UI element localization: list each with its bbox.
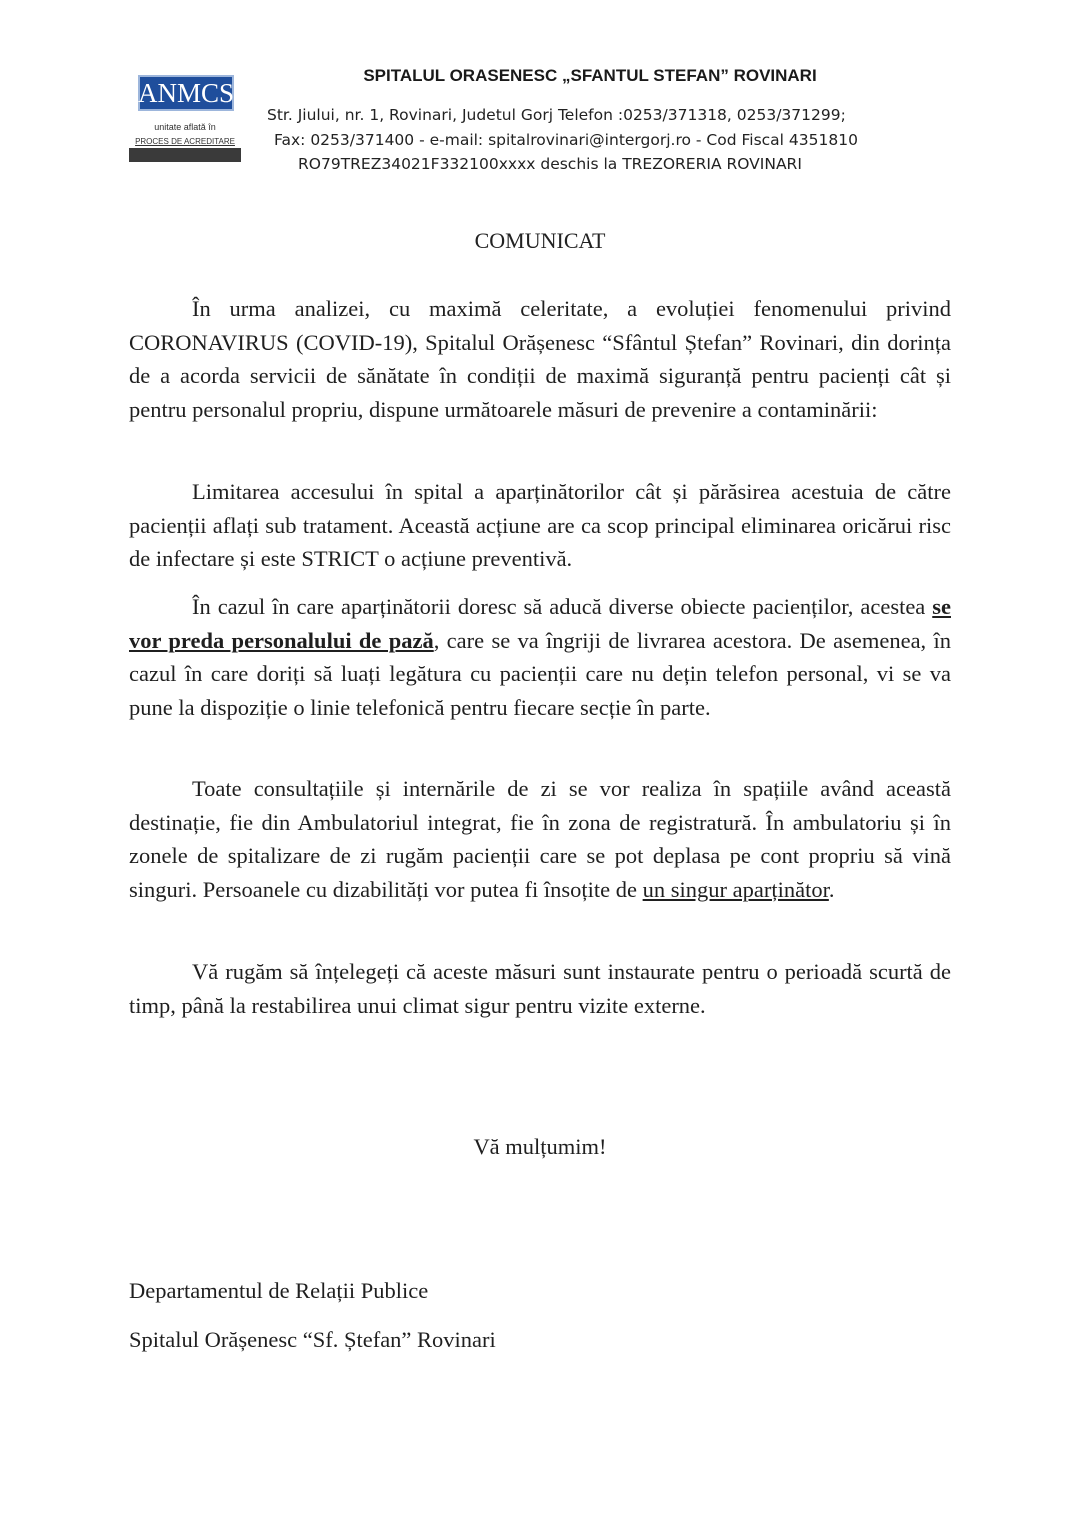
paragraph-intro: În urma analizei, cu maximă celeritate, a evoluției fenomenului privind CORONAVIRUS (COVID-19), Spitalul Orășenesc “Sfântul Ștefan” Rovinari, din dorința de a acorda servicii de sănătate în condiții de maximă siguranță pentru pacienți cât și pentru personalul propriu, dispune următoarele măsuri de prevenire a contaminării:: [129, 296, 951, 423]
logo-tagline-accreditation: PROCES DE ACREDITARE: [129, 136, 241, 148]
header-contact-line: Fax: 0253/371400 - e-mail: spitalrovinari@intergorj.ro - Cod Fiscal 4351810: [274, 131, 858, 149]
paragraph-deliveries: [129, 590, 951, 725]
emphasis-single-companion: un singur aparținător: [642, 877, 829, 903]
header-bank-line: RO79TREZ34021F332100xxxx deschis la TREZORERIA ROVINARI: [298, 155, 802, 173]
logo-name: ANMCS: [137, 77, 235, 108]
thanks-line: Vă mulțumim!: [473, 1134, 607, 1159]
anmcs-logo: [129, 66, 241, 162]
paragraph-deliveries-text: În cazul în care aparținătorii doresc să aducă diverse obiecte pacienților, acestea: [192, 594, 933, 619]
paragraph-access-limitation: Limitarea accesului în spital a aparținătorilor cât și părăsirea acestuia de către pacienții aflați sub tratament. Această acțiune are ca scop principal eliminarea oricărui risc de infectare și este STRICT o acțiune preventivă.: [129, 479, 951, 572]
paragraph-deliveries-text-end: , care se va îngriji de livrarea acestora. De asemenea, în cazul în care doriți să luați legătura cu pacienții care nu dețin telefon personal, vi se va pune la dispoziție o linie telefonică pentru fiecare secție în parte.: [129, 627, 951, 721]
paragraph-closing: Vă rugăm să înțelegeți că aceste măsuri sunt instaurate pentru o perioadă scurtă de timp, până la restabilirea unui climat sigur pentru vizite externe.: [129, 959, 951, 1018]
logo-badge: [138, 75, 234, 111]
signature-department: Departamentul de Relații Publice: [129, 1278, 429, 1303]
document-title: COMUNICAT: [474, 228, 606, 253]
paragraph-consultations-text-end: .: [828, 877, 835, 903]
paragraph-consultations: [129, 772, 951, 907]
hospital-name: SPITALUL ORASENESC „SFANTUL STEFAN” ROVINARI: [363, 66, 817, 85]
header-address-line: Str. Jiului, nr. 1, Rovinari, Judetul Gorj Telefon :0253/371318, 0253/371299;: [267, 106, 846, 124]
paragraph-consultations-text: Toate consultațiile și internările de zi se vor realiza în spațiile având această destinație, fie din Ambulatoriul integrat, fie în zona de registratură. În ambulatoriu și în zonele de spitalizare de zi rugăm pacienții care se pot deplasa pe cont propriu să vină singuri. Persoanele cu dizabilități vor putea fi însoțite de: [129, 776, 951, 903]
signature-hospital: Spitalul Orășenesc “Sf. Ștefan” Rovinari: [129, 1327, 496, 1352]
logo-tagline: unitate aflată în: [154, 122, 216, 132]
emphasis-security-staff: se vor preda personalului de pază: [129, 594, 951, 653]
